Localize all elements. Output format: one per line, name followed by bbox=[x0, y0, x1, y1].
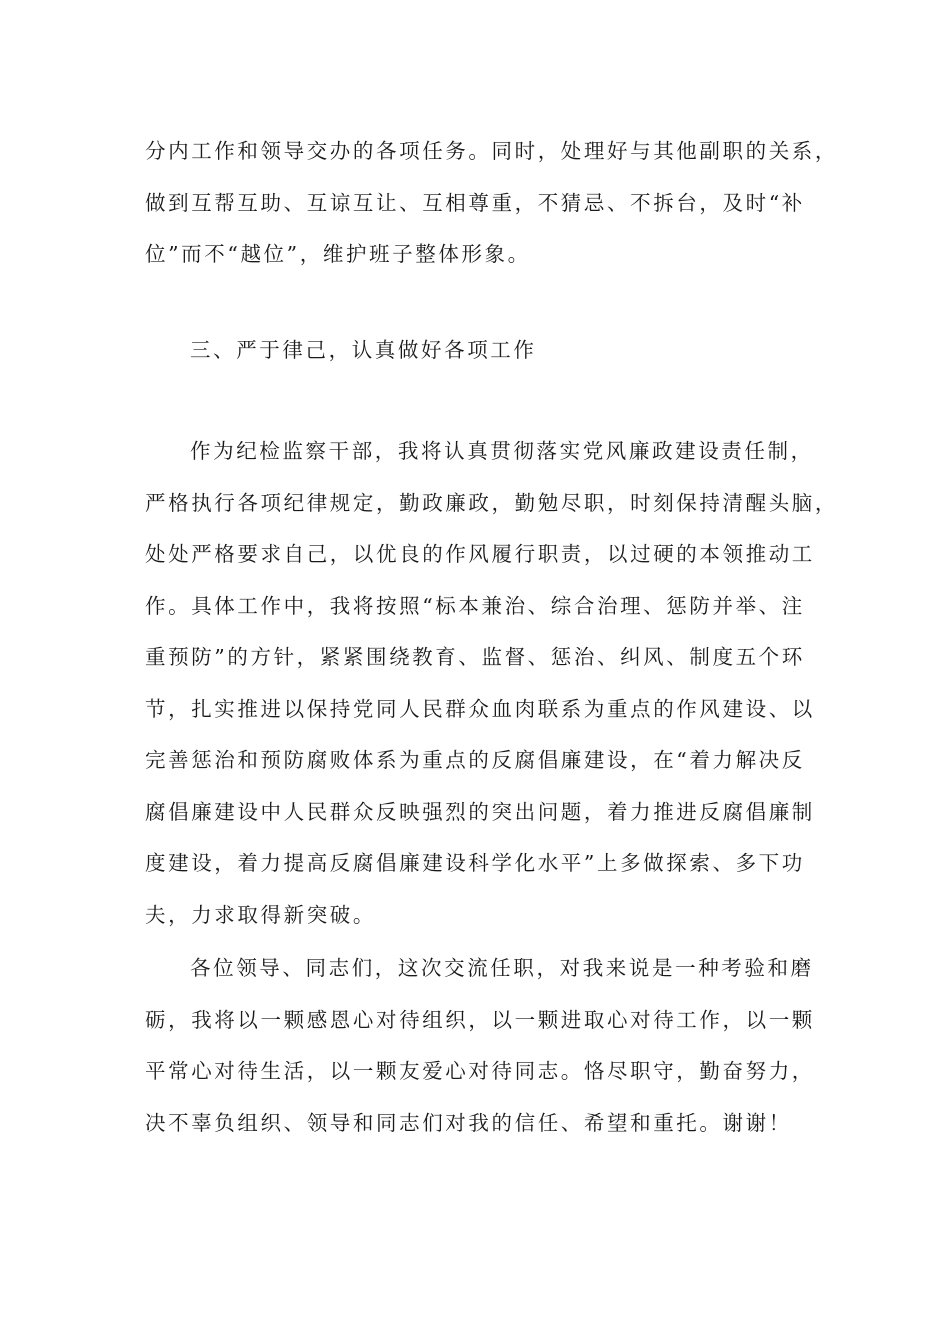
paragraph-2-line: 严格执行各项纪律规定，勤政廉政，勤勉尽职，时刻保持清醒头脑， bbox=[145, 490, 838, 515]
paragraph-2-line: 作。具体工作中，我将按照“标本兼治、综合治理、惩防并举、注 bbox=[145, 593, 805, 618]
paragraph-3-line: 平常心对待生活，以一颗友爱心对待同志。恪尽职守，勤奋努力， bbox=[145, 1059, 815, 1083]
paragraph-3-line: 各位领导、同志们，这次交流任职，对我来说是一种考验和磨 bbox=[190, 956, 814, 980]
paragraph-3-line: 决不辜负组织、领导和同志们对我的信任、希望和重托。谢谢！ bbox=[145, 1110, 792, 1135]
paragraph-2-line: 作为纪检监察干部，我将认真贯彻落实党风廉政建设责任制， bbox=[190, 439, 814, 463]
paragraph-3-line: 砺，我将以一颗感恩心对待组织，以一颗进取心对待工作，以一颗 bbox=[145, 1007, 815, 1032]
section-heading: 三、严于律己，认真做好各项工作 bbox=[190, 338, 537, 362]
paragraph-2-line: 度建设，着力提高反腐倡廉建设科学化水平”上多做探索、多下功 bbox=[145, 851, 805, 875]
paragraph-1 bbox=[145, 126, 838, 281]
paragraph-1-line: 分内工作和领导交办的各项任务。同时，处理好与其他副职的关系， bbox=[145, 139, 838, 163]
paragraph-2-line: 夫，力求取得新突破。 bbox=[145, 902, 376, 927]
paragraph-1-line: 做到互帮互助、互谅互让、互相尊重，不猜忌、不拆台，及时“补 bbox=[145, 190, 805, 215]
paragraph-2-line: 重预防”的方针，紧紧围绕教育、监督、惩治、纠风、制度五个环 bbox=[145, 645, 805, 669]
paragraph-2-line: 腐倡廉建设中人民群众反映强烈的突出问题，着力推进反腐倡廉制 bbox=[145, 799, 815, 824]
paragraph-2 bbox=[145, 426, 838, 941]
paragraph-1-line: 位”而不“越位”，维护班子整体形象。 bbox=[145, 242, 531, 266]
paragraph-2-line: 节，扎实推进以保持党同人民群众血肉联系为重点的作风建设、以 bbox=[145, 696, 815, 721]
paragraph-3 bbox=[145, 943, 825, 1149]
paragraph-2-line: 完善惩治和预防腐败体系为重点的反腐倡廉建设，在“着力解决反 bbox=[145, 748, 805, 772]
paragraph-2-line: 处处严格要求自己，以优良的作风履行职责，以过硬的本领推动工 bbox=[145, 542, 815, 566]
